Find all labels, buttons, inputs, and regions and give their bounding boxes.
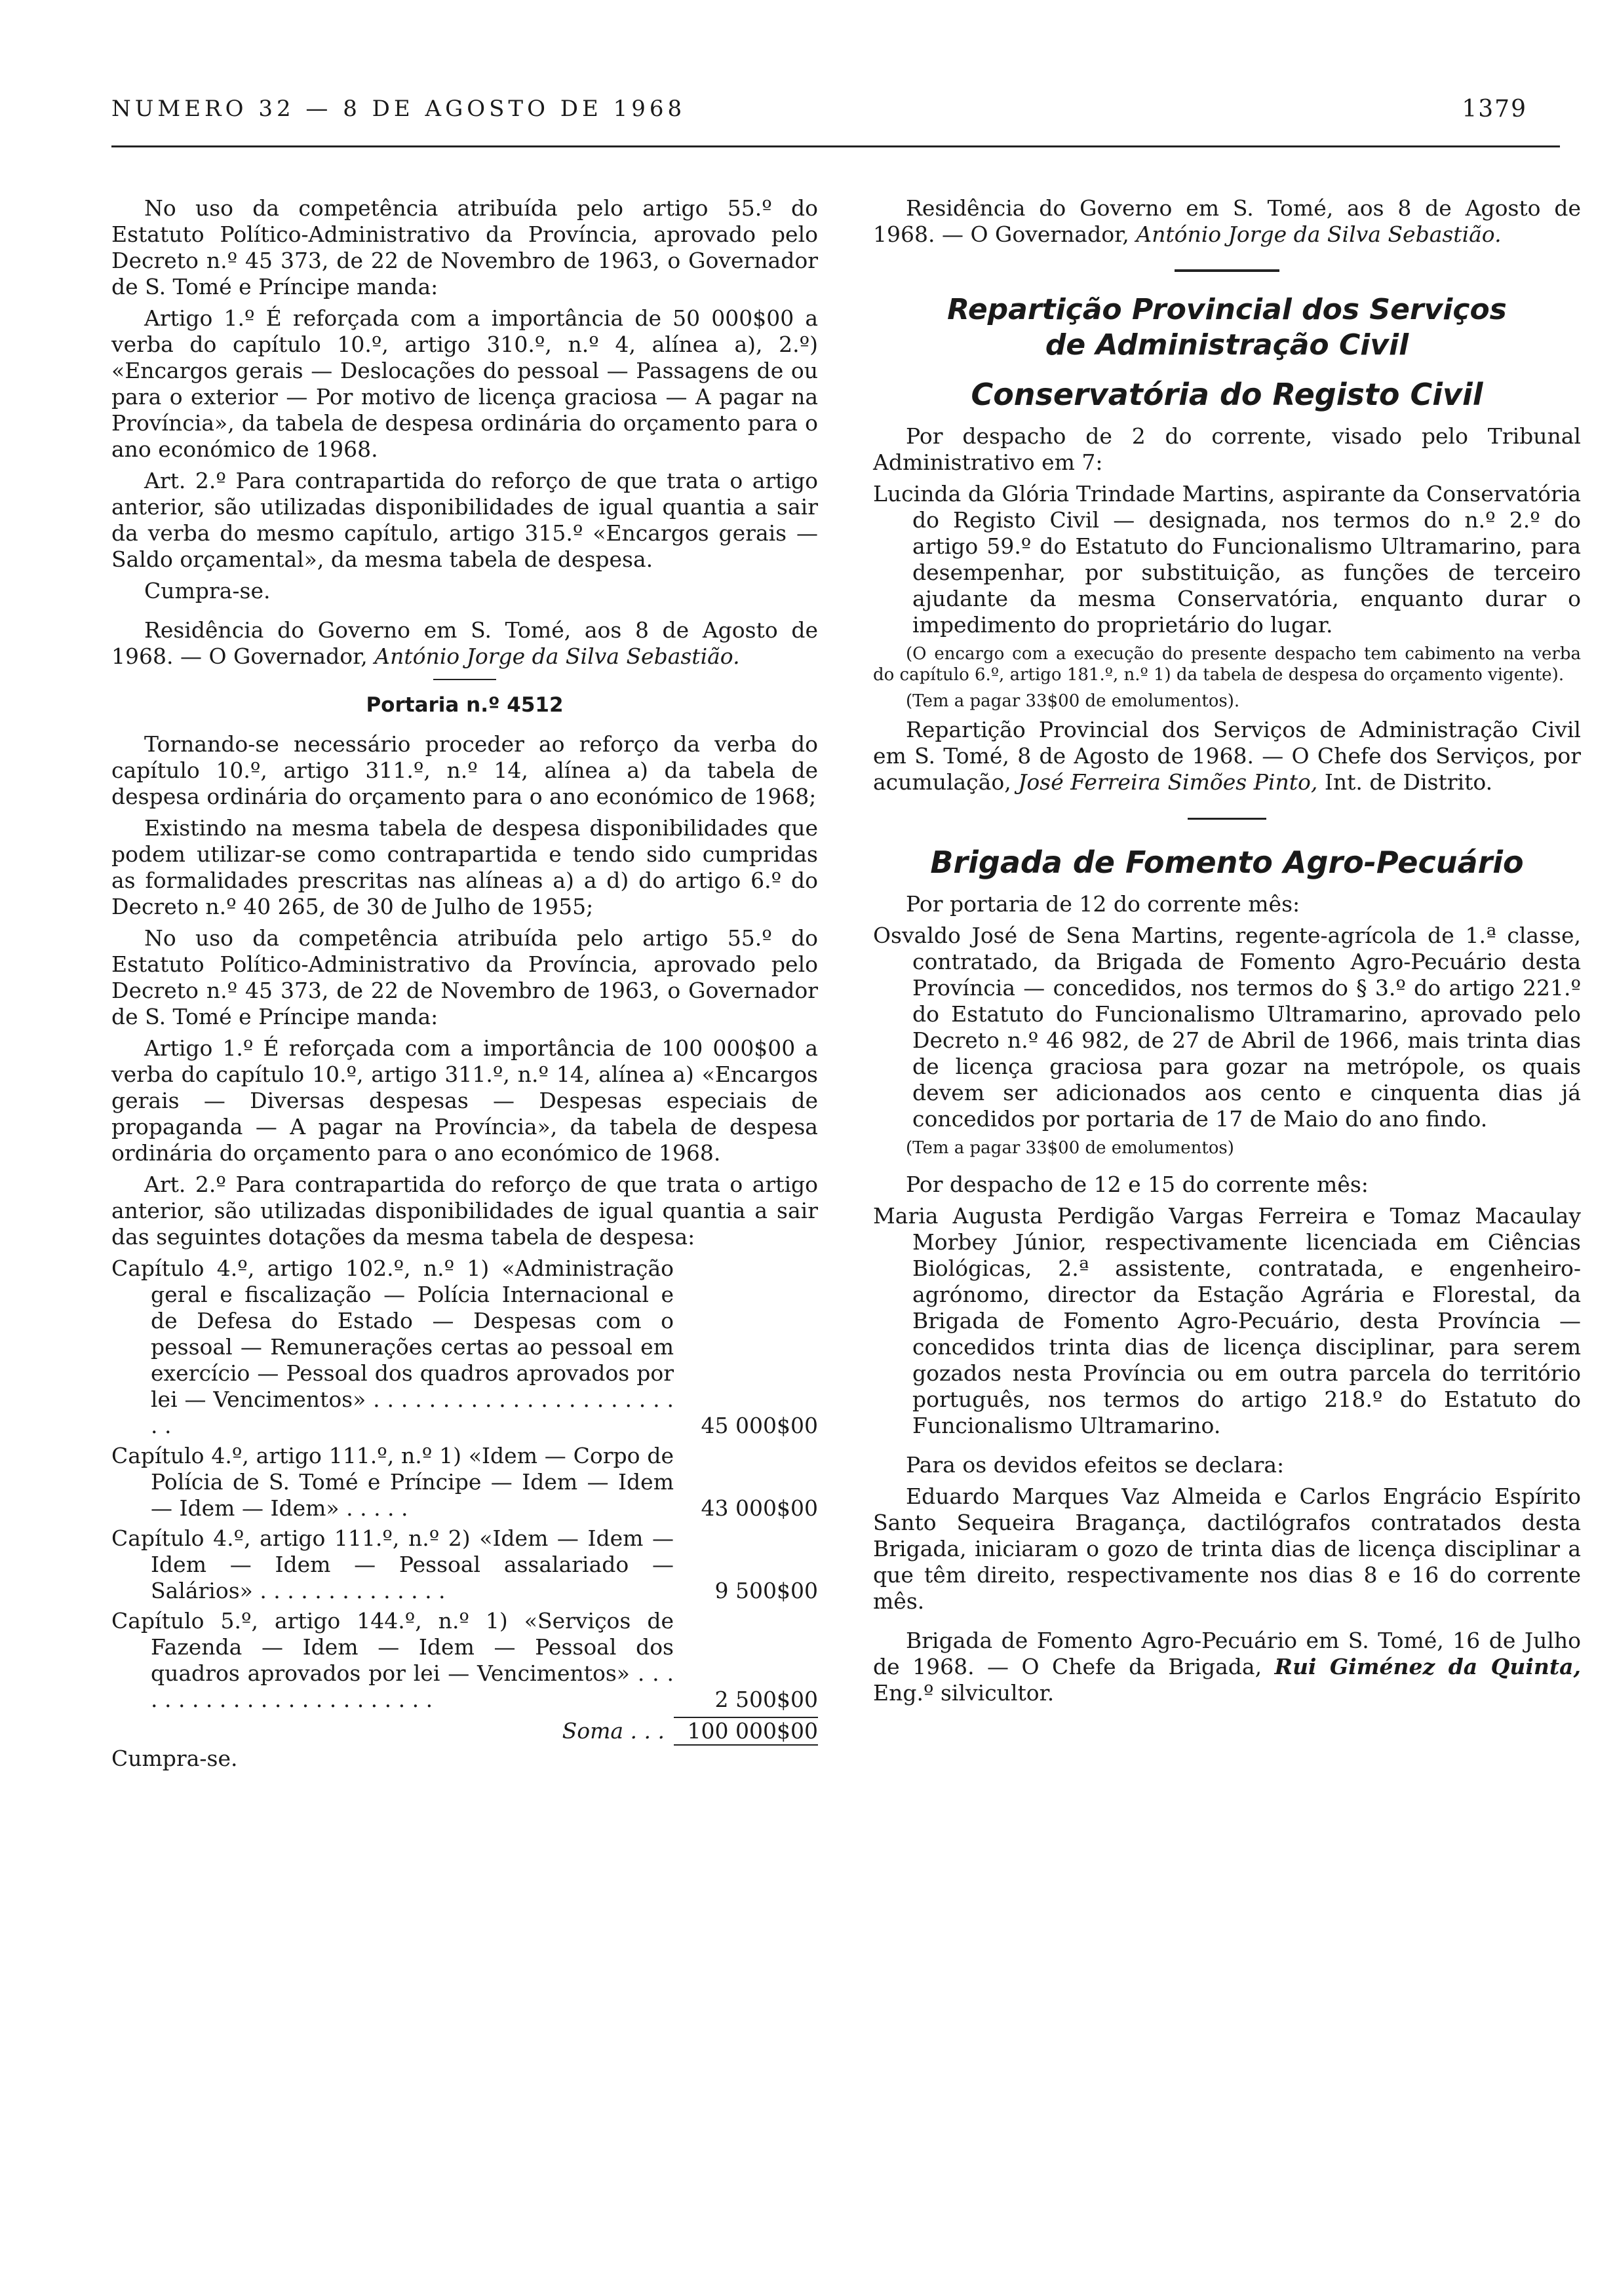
- allocation-item: [111, 1255, 818, 1439]
- right-column: [873, 195, 1581, 1712]
- section-title: de Administração Civil: [1045, 328, 1409, 362]
- allocation-amount: 2 500$00: [714, 1687, 818, 1712]
- paragraph: Existindo na mesma tabela de despesa disponibilidades que podem utilizar-se como contrapartida e tendo sido cumpridas as formalidades prescritas nas alíneas a) a d) do artigo 6.º do Decreto n.º 40 265, de 30 de Julho de 1955;: [111, 815, 818, 919]
- paragraph: No uso da competência atribuída pelo artigo 55.º do Estatuto Político-Administrativo da Província, aprovado pelo Decreto n.º 45 373, de 22 de Novembro de 1963, o Governador de S. Tomé e Príncipe manda:: [111, 195, 818, 299]
- signature-block: Repartição Provincial dos Serviços de Administração Civil em S. Tomé, 8 de Agosto de 1968. — O Chefe dos Serviços, por acumulação, José Ferreira Simões Pinto, Int. de Distrito.: [873, 717, 1581, 795]
- ornament-divider: [873, 805, 1581, 831]
- allocation-amount: 45 000$00: [701, 1413, 818, 1438]
- allocation-amount: 43 000$00: [701, 1495, 818, 1521]
- paragraph: No uso da competência atribuída pelo artigo 55.º do Estatuto Político-Administrativo da Província, aprovado pelo Decreto n.º 45 373, de 22 de Novembro de 1963, o Governador de S. Tomé e Príncipe manda:: [111, 925, 818, 1029]
- total-amount: 100 000$00: [674, 1717, 818, 1746]
- allocation-text: Capítulo 4.º, artigo 111.º, n.º 1) «Idem — Corpo de Polícia de S. Tomé e Príncipe — Idem — Idem — Idem — Idem» . . . . .: [111, 1443, 674, 1521]
- allocation-text: Capítulo 5.º, artigo 144.º, n.º 1) «Serviços de Fazenda — Idem — Idem — Pessoal dos quadros aprovados por lei — Vencimentos» . . . . . . . . . . . . . . . . . . . . . . . .: [111, 1608, 674, 1712]
- paragraph: Para os devidos efeitos se declara:: [906, 1452, 1285, 1478]
- paragraph: Art. 2.º Para contrapartida do reforço de que trata o artigo anterior, são utilizadas disponibilidades de igual quantia a sair da verba do mesmo capítulo, artigo 315.º «Encargos gerais — Saldo orçamental», da mesma tabela de despesa.: [111, 468, 818, 572]
- signatory-name: José Ferreira Simões Pinto,: [1018, 769, 1318, 795]
- subsection-title: Conservatória do Registo Civil: [971, 377, 1483, 412]
- allocation-text: Capítulo 4.º, artigo 111.º, n.º 2) «Idem — Idem — Idem — Idem — Pessoal assalariado — Salários» . . . . . . . . . . . . . .: [111, 1525, 674, 1603]
- signature-block: Brigada de Fomento Agro-Pecuário em S. Tomé, 16 de Julho de 1968. — O Chefe da Brigada, Rui Giménez da Quinta, Eng.º silvicultor.: [873, 1628, 1581, 1706]
- note: (O encargo com a execução do presente despacho tem cabimento na verba do capítulo 6.º, artigo 181.º, n.º 1) da tabela de despesa do orçamento vigente).: [873, 644, 1581, 685]
- paragraph: Por despacho de 2 do corrente, visado pelo Tribunal Administrativo em 7:: [873, 423, 1581, 475]
- signatory-name: António Jorge da Silva Sebastião.: [1136, 221, 1502, 247]
- signatory-name: Rui Giménez da Quinta,: [1274, 1654, 1581, 1679]
- subsection-title: Brigada de Fomento Agro-Pecuário: [930, 845, 1524, 880]
- total-row: [111, 1717, 818, 1746]
- paragraph: Artigo 1.º É reforçada com a importância de 100 000$00 a verba do capítulo 10.º, artigo 311.º, n.º 14, alínea a) «Encargos gerais — Diversas despesas — Despesas especiais de propaganda — A pagar na Província», da tabela de despesa ordinária do orçamento para o ano económico de 1968.: [111, 1035, 818, 1166]
- allocation-item: [111, 1525, 818, 1604]
- paragraph: Artigo 1.º É reforçada com a importância de 50 000$00 a verba do capítulo 10.º, artigo 310.º, n.º 4, alínea a), 2.º) «Encargos gerais — Deslocações do pessoal — Passagens de ou para o exterior — Por motivo de licença graciosa — A pagar na Província», da tabela de despesa ordinária do orçamento para o ano económico de 1968.: [111, 305, 818, 462]
- paragraph: Art. 2.º Para contrapartida do reforço de que trata o artigo anterior, são utilizadas disponibilidades de igual quantia a sair das seguintes dotações da mesma tabela de despesa:: [111, 1172, 818, 1250]
- paragraph: Por portaria de 12 do corrente mês:: [906, 891, 1300, 917]
- paragraph: Maria Augusta Perdigão Vargas Ferreira e Tomaz Macaulay Morbey Júnior, respectivamente licenciada em Ciências Biológicas, 2.ª assistente, contratada, e engenheiro-agrónomo, director da Estação Agrária e Florestal, da Brigada de Fomento Agro-Pecuário, desta Província — concedidos trinta dias de licença disciplinar, para serem gozados nesta Província ou em outra parcela do território português, nos termos do artigo 218.º do Estatuto do Funcionalismo Ultramarino.: [873, 1203, 1581, 1438]
- portaria-title: Portaria n.º 4512: [366, 693, 564, 717]
- paragraph: Osvaldo José de Sena Martins, regente-agrícola de 1.ª classe, contratado, da Brigada de Fomento Agro-Pecuário desta Província — concedidos, nos termos do § 3.º do artigo 221.º do Estatuto do Funcionalismo Ultramarino, aprovado pelo Decreto n.º 46 982, de 27 de Abril de 1966, mais trinta dias de licença graciosa para gozar na metrópole, os quais devem ser adicionados aos cento e cinquenta dias já concedidos por portaria de 17 de Maio do ano findo.: [873, 923, 1581, 1132]
- allocation-text: Capítulo 4.º, artigo 102.º, n.º 1) «Administração geral e fiscalização — Polícia Internacional e de Defesa do Estado — Despesas com o pessoal — Remunerações certas ao pessoal em exercício — Pessoal dos quadros aprovados por lei — Vencimentos» . . . . . . . . . . . . . . . . . . . . . . . .: [111, 1255, 674, 1438]
- allocation-item: [111, 1608, 818, 1713]
- ornament-divider: [873, 257, 1581, 283]
- paragraph: Tornando-se necessário proceder ao reforço da verba do capítulo 10.º, artigo 311.º, n.º 14, alínea a) da tabela de despesa ordinária do orçamento para o ano económico de 1968;: [111, 731, 818, 809]
- paragraph: Cumpra-se.: [111, 1746, 238, 1771]
- signature-block: Residência do Governo em S. Tomé, aos 8 de Agosto de 1968. — O Governador, António Jorge da Silva Sebastião.: [873, 195, 1581, 247]
- issue-line: NUMERO 32 — 8 DE AGOSTO DE 1968: [111, 96, 686, 122]
- section-divider: [433, 679, 496, 680]
- paragraph: Por despacho de 12 e 15 do corrente mês:: [906, 1172, 1369, 1197]
- allocation-amount: 9 500$00: [714, 1578, 818, 1603]
- paragraph: Lucinda da Glória Trindade Martins, aspirante da Conservatória do Registo Civil — designada, nos termos do n.º 2.º do artigo 59.º do Estatuto do Funcionalismo Ultramarino, para desempenhar, por substituição, as funções de terceiro ajudante da mesma Conservatória, enquanto durar o impedimento do proprietário do lugar.: [873, 481, 1581, 638]
- header-divider: [111, 145, 1560, 147]
- note: (Tem a pagar 33$00 de emolumentos).: [906, 691, 1240, 711]
- total-label: Soma . . .: [562, 1718, 665, 1744]
- note: (Tem a pagar 33$00 de emolumentos): [906, 1138, 1234, 1158]
- page-header: [111, 96, 1527, 135]
- allocation-item: [111, 1443, 818, 1521]
- section-title: Repartição Provincial dos Serviços: [947, 293, 1507, 326]
- signature-block: Residência do Governo em S. Tomé, aos 8 de Agosto de 1968. — O Governador, António Jorge da Silva Sebastião.: [111, 617, 818, 669]
- paragraph: Eduardo Marques Vaz Almeida e Carlos Engrácio Espírito Santo Sequeira Bragança, dactilógrafos contratados desta Brigada, iniciaram o gozo de trinta dias de licença disciplinar a que têm direito, respectivamente nos dias 8 e 16 do corrente mês.: [873, 1483, 1581, 1614]
- signatory-name: António Jorge da Silva Sebastião.: [374, 643, 740, 669]
- left-column: [111, 195, 818, 1777]
- paragraph: Cumpra-se.: [144, 578, 271, 603]
- page-number: 1379: [1462, 96, 1527, 123]
